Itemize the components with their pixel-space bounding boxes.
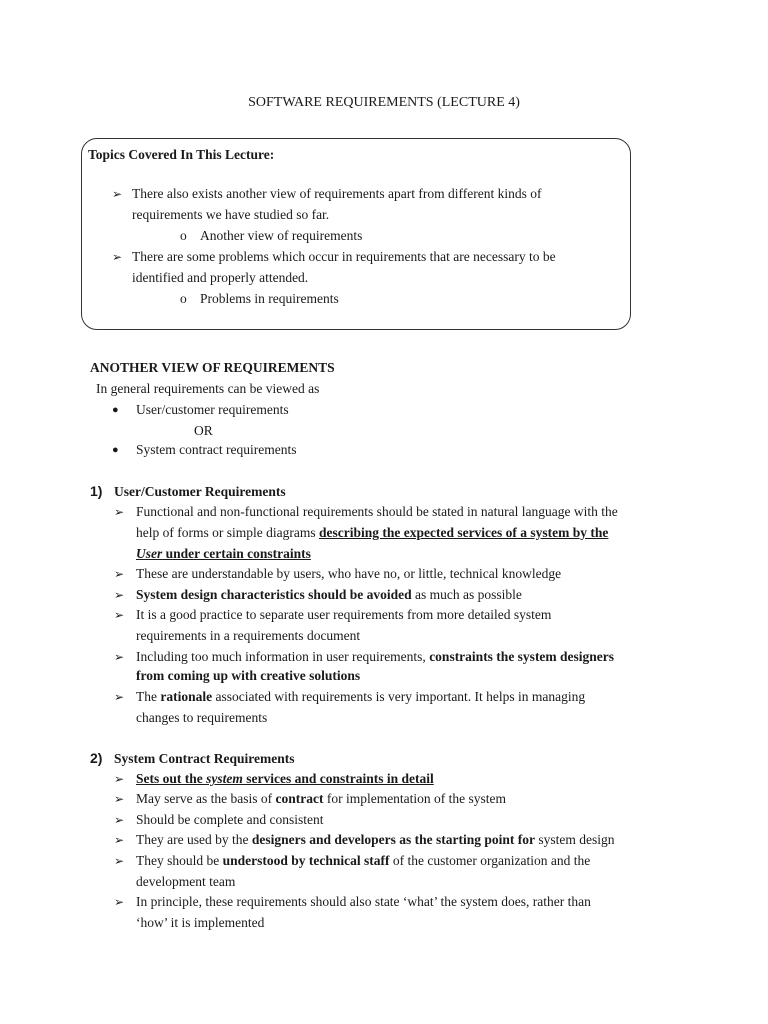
arrow-bullet-icon: ➢ — [114, 650, 125, 664]
arrow-bullet-icon: ➢ — [114, 895, 125, 909]
arrow-bullet-icon: ➢ — [112, 250, 123, 264]
arrow-bullet-icon: ➢ — [114, 505, 125, 519]
s1-bullet-4-line-2: requirements in a requirements document — [136, 628, 361, 643]
arrow-bullet-icon: ➢ — [112, 187, 123, 201]
view-option-1: User/customer requirements — [136, 402, 289, 417]
section-2-heading: System Contract Requirements — [114, 751, 295, 766]
topic-item-1-line-2: requirements we have studied so far. — [132, 207, 330, 222]
section-1-heading: User/Customer Requirements — [114, 484, 286, 499]
s2-bullet-5-line-1: They should be understood by technical staff of the customer organization and the — [136, 853, 591, 868]
arrow-bullet-icon: ➢ — [114, 792, 125, 806]
arrow-bullet-icon: ➢ — [114, 833, 125, 847]
s2-bullet-4: They are used by the designers and developers as the starting point for system design — [136, 832, 615, 847]
s2-bullet-6-line-1: In principle, these requirements should also state ‘what’ the system does, rather than — [136, 894, 591, 909]
s1-bullet-6-line-2: changes to requirements — [136, 710, 268, 725]
s1-bullet-3: System design characteristics should be avoided as much as possible — [136, 587, 522, 602]
s1-bullet-1-line-2: help of forms or simple diagrams describing the expected services of a system by the — [136, 525, 609, 540]
s1-bullet-4-line-1: It is a good practice to separate user requirements from more detailed system — [136, 607, 552, 622]
s1-bullet-6-line-1: The rationale associated with requirements is very important. It helps in managing — [136, 689, 586, 704]
bullet-dot-icon: ● — [112, 404, 119, 416]
s2-bullet-2: May serve as the basis of contract for implementation of the system — [136, 791, 507, 806]
arrow-bullet-icon: ➢ — [114, 854, 125, 868]
sub-bullet-marker: o — [180, 228, 187, 243]
topic-item-2-line-1: There are some problems which occur in requirements that are necessary to be — [132, 249, 556, 264]
another-view-intro: In general requirements can be viewed as — [96, 381, 320, 396]
s2-bullet-6-line-2: ‘how’ it is implemented — [136, 915, 265, 930]
section-1-number: 1) — [90, 483, 103, 499]
topic-item-1-sub: Another view of requirements — [200, 228, 363, 243]
s1-bullet-1-line-3: User under certain constraints — [136, 546, 311, 561]
s1-bullet-5-line-2: from coming up with creative solutions — [136, 668, 361, 683]
arrow-bullet-icon: ➢ — [114, 690, 125, 704]
s1-bullet-1-line-1: Functional and non-functional requirements should be stated in natural language with the — [136, 504, 618, 519]
topic-item-1-line-1: There also exists another view of requirements apart from different kinds of — [132, 186, 542, 201]
arrow-bullet-icon: ➢ — [114, 588, 125, 602]
topic-item-2-line-2: identified and properly attended. — [132, 270, 309, 285]
arrow-bullet-icon: ➢ — [114, 567, 125, 581]
bullet-dot-icon: ● — [112, 444, 119, 456]
document-title: SOFTWARE REQUIREMENTS (LECTURE 4) — [248, 95, 520, 110]
view-or-text: OR — [194, 423, 213, 438]
sub-bullet-marker: o — [180, 291, 187, 306]
arrow-bullet-icon: ➢ — [114, 772, 125, 786]
s2-bullet-1: Sets out the system services and constraints in detail — [136, 771, 434, 786]
topics-heading: Topics Covered In This Lecture: — [88, 147, 275, 162]
arrow-bullet-icon: ➢ — [114, 608, 125, 622]
topic-item-2-sub: Problems in requirements — [200, 291, 339, 306]
s2-bullet-5-line-2: development team — [136, 874, 236, 889]
section-2-number: 2) — [90, 750, 103, 766]
s1-bullet-2: These are understandable by users, who have no, or little, technical knowledge — [136, 566, 562, 581]
view-option-2: System contract requirements — [136, 442, 297, 457]
arrow-bullet-icon: ➢ — [114, 813, 125, 827]
another-view-heading: ANOTHER VIEW OF REQUIREMENTS — [90, 360, 335, 375]
s1-bullet-5-line-1: Including too much information in user requirements, constraints the system designers — [136, 649, 615, 664]
s2-bullet-3: Should be complete and consistent — [136, 812, 324, 827]
